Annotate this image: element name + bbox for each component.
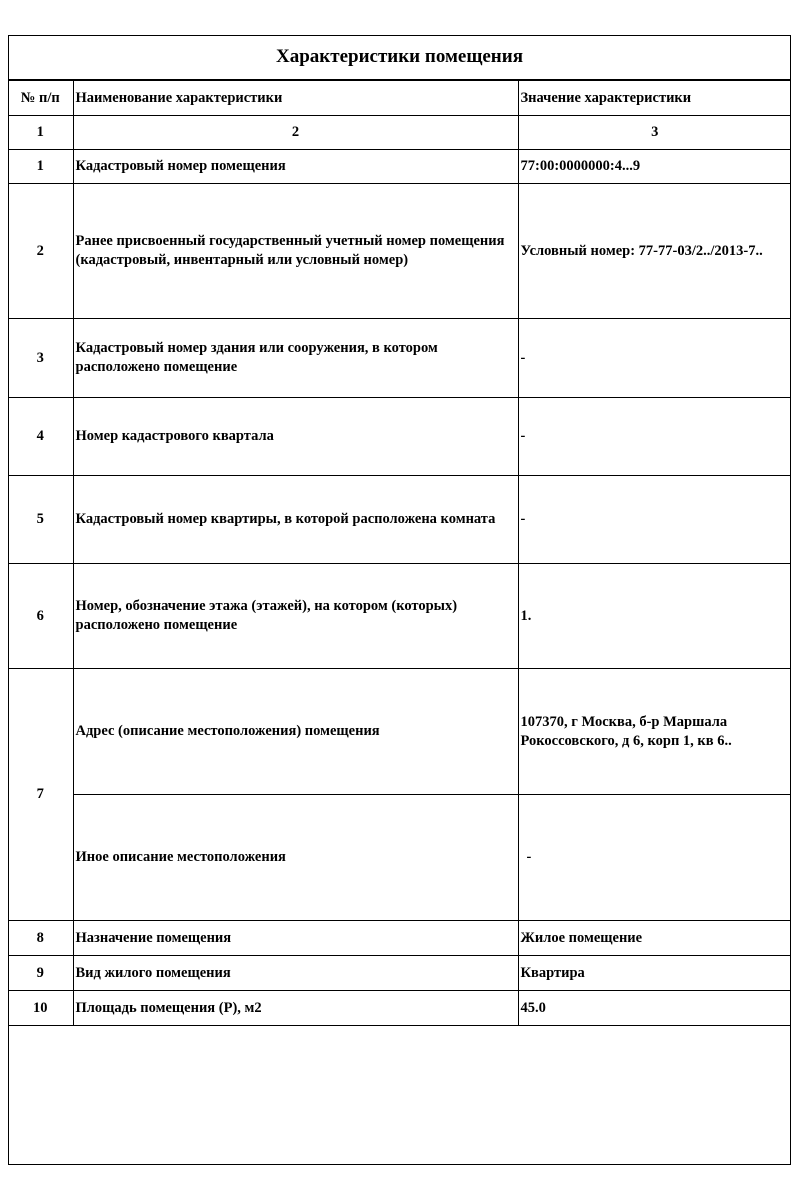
row-value: Квартира (518, 956, 791, 991)
table-row (8, 669, 791, 795)
row-value: - (518, 319, 791, 398)
row-number: 5 (8, 476, 73, 564)
column-number: 3 (518, 116, 791, 150)
row-number: 3 (8, 319, 73, 398)
row-name: Иное описание местоположения (73, 795, 518, 921)
row-name: Номер, обозначение этажа (этажей), на котором (которых) расположено помещение (73, 564, 518, 669)
row-value: - (518, 476, 791, 564)
column-number: 2 (73, 116, 518, 150)
row-name: Назначение помещения (73, 921, 518, 956)
row-value: - (518, 398, 791, 476)
row-number: 4 (8, 398, 73, 476)
row-value: 107370, г Москва, б-р Маршала Рокоссовского, д 6, корп 1, кв 6.. (518, 669, 791, 795)
header-num: № п/п (8, 81, 73, 116)
header-value: Значение характеристики (518, 81, 791, 116)
row-name: Ранее присвоенный государственный учетный номер помещения (кадастровый, инвентарный или условный номер) (73, 184, 518, 319)
row-name: Кадастровый номер квартиры, в которой расположена комната (73, 476, 518, 564)
row-number: 1 (8, 150, 73, 184)
row-number: 2 (8, 184, 73, 319)
row-value: 77:00:0000000:4...9 (518, 150, 791, 184)
row-name: Вид жилого помещения (73, 956, 518, 991)
row-name: Номер кадастрового квартала (73, 398, 518, 476)
table-row (8, 319, 791, 398)
table-row (8, 795, 791, 921)
header-row (8, 81, 791, 116)
table-row (8, 921, 791, 956)
row-name: Площадь помещения (Р), м2 (73, 991, 518, 1026)
document-title: Характеристики помещения (8, 35, 791, 80)
row-number: 10 (8, 991, 73, 1026)
table-row (8, 564, 791, 669)
row-value: Условный номер: 77-77-03/2../2013-7.. (518, 184, 791, 319)
row-value: Жилое помещение (518, 921, 791, 956)
row-value: 1. (518, 564, 791, 669)
row-number: 9 (8, 956, 73, 991)
row-number: 8 (8, 921, 73, 956)
characteristics-table (8, 80, 791, 1026)
header-name: Наименование характеристики (73, 81, 518, 116)
row-name: Адрес (описание местоположения) помещения (73, 669, 518, 795)
table-row (8, 150, 791, 184)
row-value: - (518, 795, 791, 921)
row-name: Кадастровый номер помещения (73, 150, 518, 184)
table-row (8, 398, 791, 476)
row-name: Кадастровый номер здания или сооружения, в котором расположено помещение (73, 319, 518, 398)
row-value: 45.0 (518, 991, 791, 1026)
row-number: 6 (8, 564, 73, 669)
row-number: 7 (8, 669, 73, 921)
table-row (8, 991, 791, 1026)
table-row (8, 956, 791, 991)
column-number: 1 (8, 116, 73, 150)
table-row (8, 476, 791, 564)
column-numbers-row (8, 116, 791, 150)
table-row (8, 184, 791, 319)
